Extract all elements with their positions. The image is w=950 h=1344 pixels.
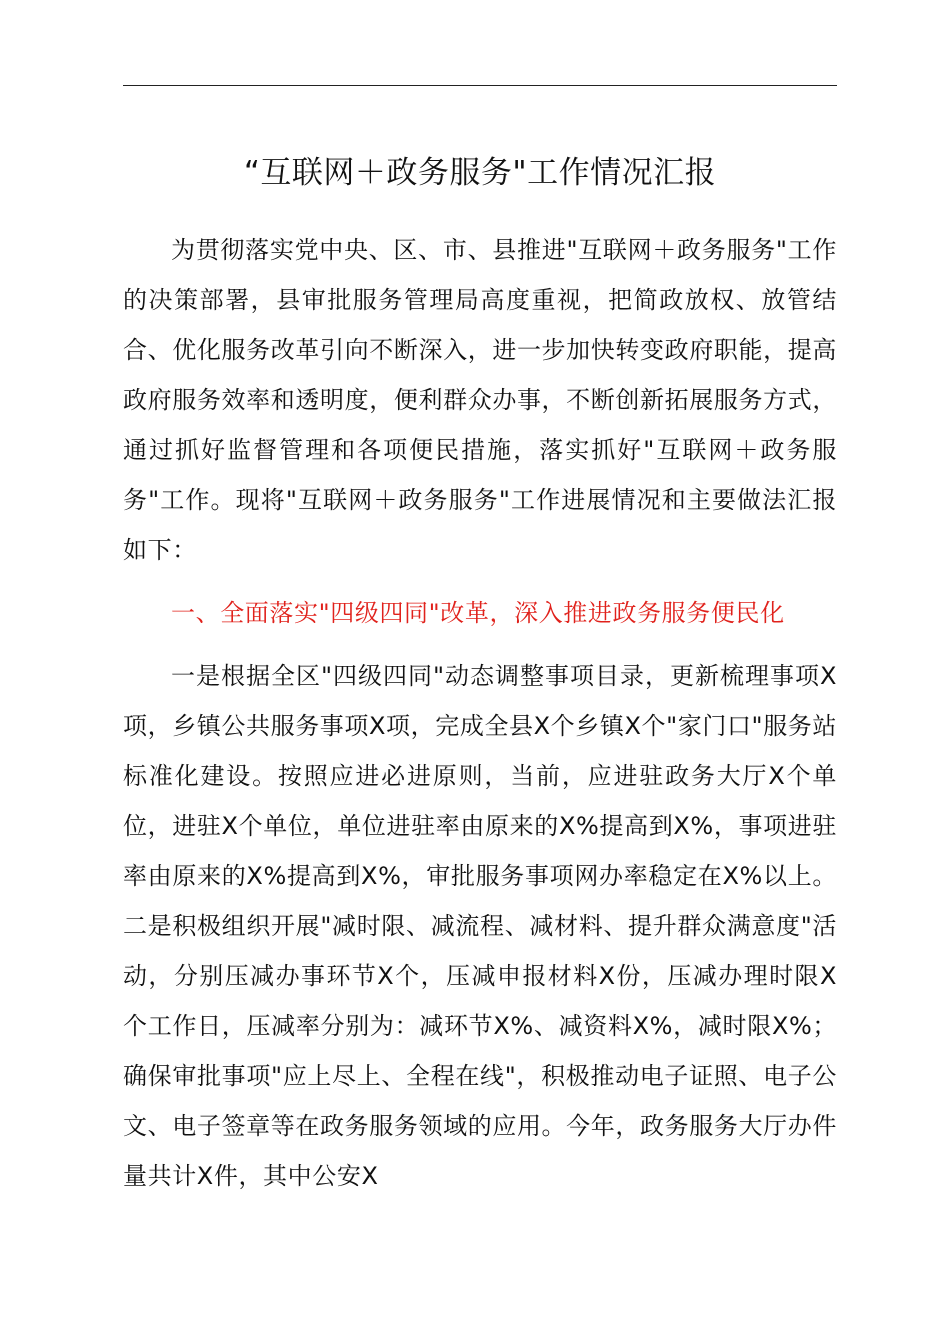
header-rule <box>123 85 837 86</box>
section-1-paragraph: 一是根据全区"四级四同"动态调整事项目录，更新梳理事项X项，乡镇公共服务事项X项，完成全县X个乡镇X个"家门口"服务站标准化建设。按照应进必进原则，当前，应进驻政务大厅X个单位，进驻X个单位，单位进驻率由原来的X%提高到X%，事项进驻率由原来的X%提高到X%，审批服务事项网办率稳定在X%以上。二是积极组织开展"减时限、减流程、减材料、提升群众满意度"活动，分别压减办事环节X个，压减申报材料X份，压减办理时限X个工作日，压减率分别为：减环节X%、减资料X%，减时限X%；确保审批事项"应上尽上、全程在线"，积极推动电子证照、电子公文、电子签章等在政务服务领域的应用。今年，政务服务大厅办件量共计X件，其中公安X <box>123 662 837 1190</box>
document-title: “互联网＋政务服务"工作情况汇报 <box>243 155 717 191</box>
document-body <box>123 225 837 1201</box>
intro-paragraph: 为贯彻落实党中央、区、市、县推进"互联网＋政务服务"工作的决策部署，县审批服务管理局高度重视，把简政放权、放管结合、优化服务改革引向不断深入，进一步加快转变政府职能，提高政府服务效率和透明度，便利群众办事，不断创新拓展服务方式，通过抓好监督管理和各项便民措施，落实抓好"互联网＋政务服务"工作。现将"互联网＋政务服务"工作进展情况和主要做法汇报如下： <box>123 236 837 564</box>
section-1-heading: 一、全面落实"四级四同"改革，深入推进政务服务便民化 <box>171 599 785 627</box>
